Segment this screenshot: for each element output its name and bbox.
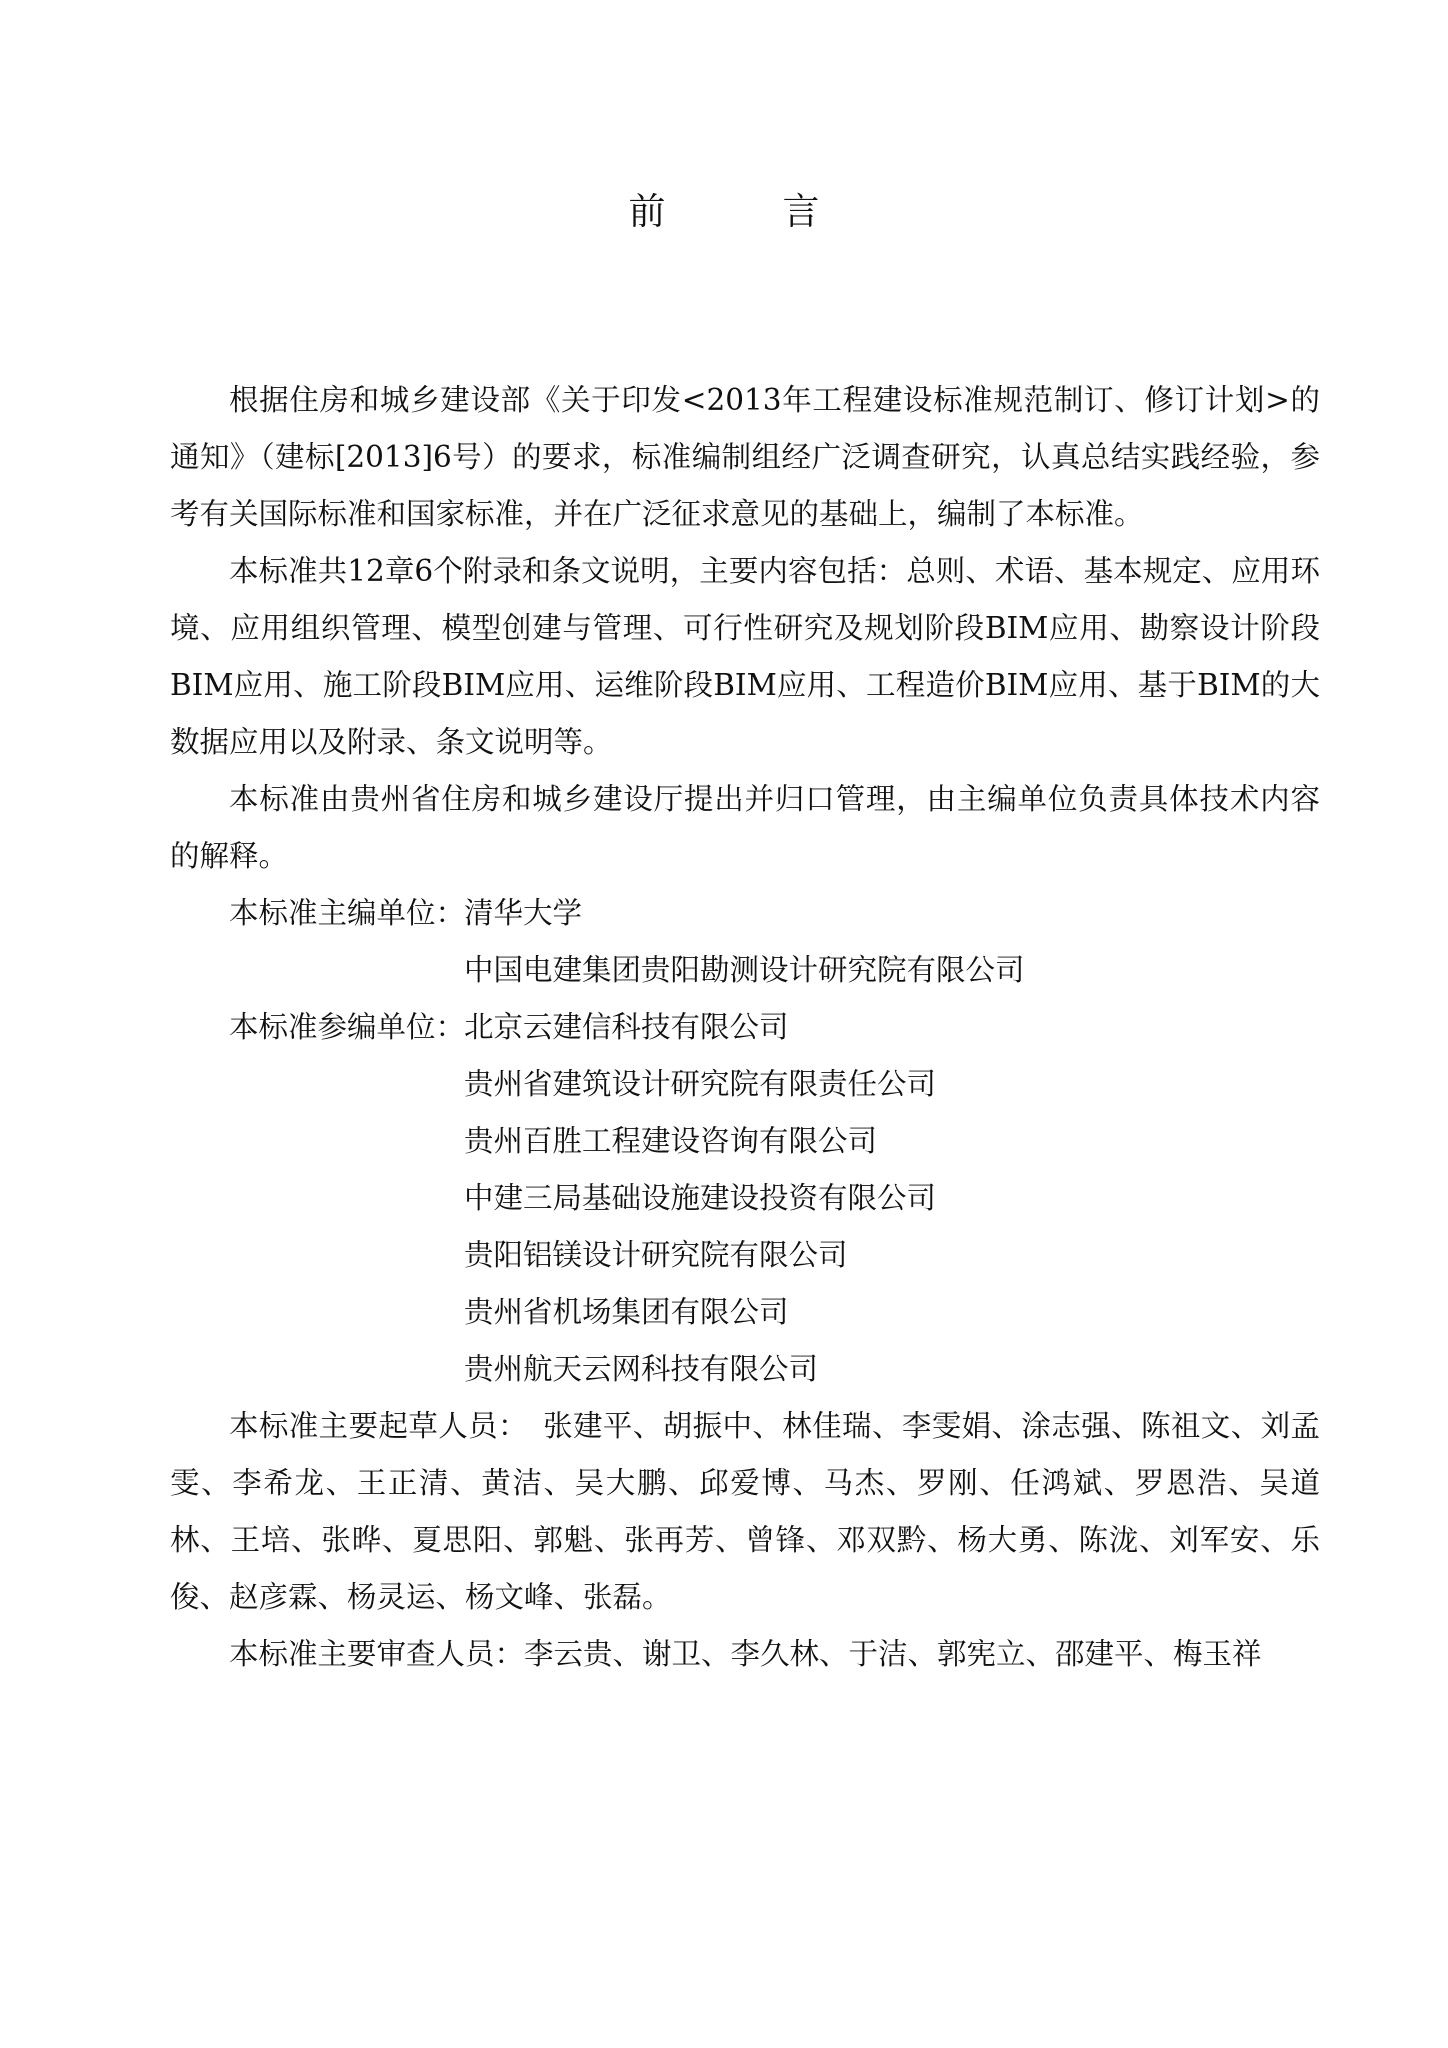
unit-row xyxy=(170,1284,1320,1341)
chief-units-label: 本标准主编单位： xyxy=(229,896,466,930)
document-body xyxy=(170,372,1320,1683)
paragraph-basis: 根据住房和城乡建设部《关于印发<2013年工程建设标准规范制订、修订计划>的通知》（建标[2013]6号）的要求，标准编制组经广泛调查研究，认真总结实践经验，参考有关国际标准和国家标准，并在广泛征求意见的基础上，编制了本标准。 xyxy=(170,383,1320,531)
chief-unit-name: 中国电建集团贵阳勘测设计研究院有限公司 xyxy=(464,953,1025,987)
chief-unit-name: 清华大学 xyxy=(464,896,583,930)
page-title: 前 言 xyxy=(628,190,860,233)
unit-row xyxy=(170,999,1320,1056)
unit-row xyxy=(170,1341,1320,1398)
participating-unit-name: 贵州百胜工程建设咨询有限公司 xyxy=(464,1124,878,1158)
unit-row xyxy=(170,1056,1320,1113)
participating-unit-name: 贵州航天云网科技有限公司 xyxy=(464,1352,819,1386)
unit-row xyxy=(170,885,1320,942)
unit-row xyxy=(170,1227,1320,1284)
paragraph-reviewers: 本标准主要审查人员：李云贵、谢卫、李久林、于洁、郭宪立、邵建平、梅玉祥 xyxy=(229,1637,1262,1671)
paragraph-drafters: 本标准主要起草人员： 张建平、胡振中、林佳瑞、李雯娟、涂志强、陈祖文、刘孟雯、李希龙、王正清、黄洁、吴大鹏、邱爱博、马杰、罗刚、任鸿斌、罗恩浩、吴道林、王培、张晔、夏思阳、郭魁、张再芳、曾锋、邓双黔、杨大勇、陈泷、刘军安、乐俊、赵彦霖、杨灵运、杨文峰、张磊。 xyxy=(170,1409,1320,1614)
participating-unit-name: 贵州省机场集团有限公司 xyxy=(464,1295,789,1329)
paragraph-contents: 本标准共12章6个附录和条文说明，主要内容包括：总则、术语、基本规定、应用环境、应用组织管理、模型创建与管理、可行性研究及规划阶段BIM应用、勘察设计阶段BIM应用、施工阶段BIM应用、运维阶段BIM应用、工程造价BIM应用、基于BIM的大数据应用以及附录、条文说明等。 xyxy=(170,554,1320,759)
participating-unit-name: 贵州省建筑设计研究院有限责任公司 xyxy=(464,1067,937,1101)
unit-row xyxy=(170,1170,1320,1227)
unit-row xyxy=(170,1113,1320,1170)
participating-unit-name: 北京云建信科技有限公司 xyxy=(464,1010,789,1044)
chief-units-block xyxy=(170,885,1320,999)
paragraph-management: 本标准由贵州省住房和城乡建设厅提出并归口管理，由主编单位负责具体技术内容的解释。 xyxy=(170,782,1320,873)
participating-units-block xyxy=(170,999,1320,1398)
participating-units-label: 本标准参编单位： xyxy=(229,1010,466,1044)
participating-unit-name: 中建三局基础设施建设投资有限公司 xyxy=(464,1181,937,1215)
participating-unit-name: 贵阳铝镁设计研究院有限公司 xyxy=(464,1238,848,1272)
unit-row xyxy=(170,942,1320,999)
